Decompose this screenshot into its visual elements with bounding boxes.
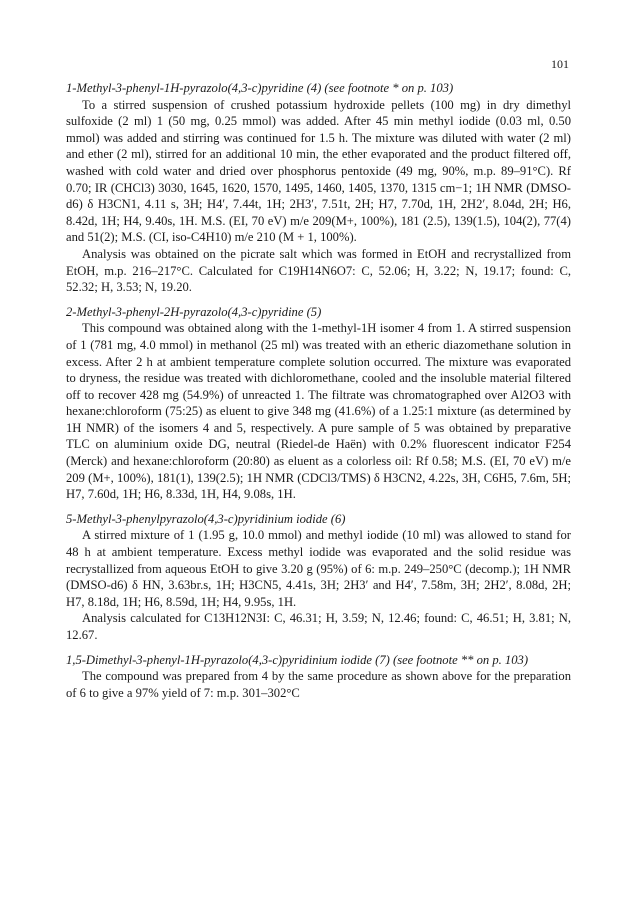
section-compound-5	[66, 304, 571, 503]
paragraph: A stirred mixture of 1 (1.95 g, 10.0 mmol) and methyl iodide (10 ml) was allowed to stand for 48 h at ambient temperature. Excess methyl iodide was evaporated and the solid residue was recrystallized from aqueous EtOH to give 3.20 g (95%) of 6: m.p. 249–250°C (decomp.); 1H NMR (DMSO-d6) δ HN, 3.63br.s, 1H; H3CN5, 4.41s, 3H; 2H3′ and H4′, 7.58m, 3H; 2H2′, 8.08d, 2H; H7, 8.18d, 1H; H6, 8.59d, 1H; H4, 9.95s, 1H.	[66, 528, 571, 609]
section-heading: 1,5-Dimethyl-3-phenyl-1H-pyrazolo(4,3-c)pyridinium iodide (7) (see footnote ** on p. 103)	[66, 652, 529, 667]
document-body	[66, 80, 571, 701]
section-heading: 1-Methyl-3-phenyl-1H-pyrazolo(4,3-c)pyridine (4) (see footnote * on p. 103)	[66, 81, 454, 95]
section-heading: 5-Methyl-3-phenylpyrazolo(4,3-c)pyridinium iodide (6)	[66, 511, 346, 526]
section-compound-4	[66, 80, 571, 296]
paragraph: The compound was prepared from 4 by the same procedure as shown above for the preparation of 6 to give a 97% yield of 7: m.p. 301–302°C	[66, 669, 571, 700]
section-heading: 2-Methyl-3-phenyl-2H-pyrazolo(4,3-c)pyridine (5)	[66, 304, 322, 319]
paragraph: Analysis calculated for C13H12N3I: C, 46.31; H, 3.59; N, 12.46; found: C, 46.51; H, 3.81; N, 12.67.	[66, 611, 571, 642]
section-compound-7	[66, 652, 571, 702]
section-compound-6	[66, 511, 571, 644]
page-number: 101	[551, 57, 569, 71]
paragraph: To a stirred suspension of crushed potassium hydroxide pellets (100 mg) in dry dimethyl sulfoxide (2 ml) 1 (50 mg, 0.25 mmol) was added. After 45 min methyl iodide (0.03 ml, 0.50 mmol) was added and stirring was continued for 1.5 h. The mixture was diluted with water (2 ml) and ether (2 ml), stirred for an additional 10 min, the ether evaporated and the product filtered off, washed with cold water and dried over phosphorus pentoxide (49 mg, 90%, m.p. 89–91°C). Rf 0.70; IR (CHCl3) 3030, 1645, 1620, 1570, 1495, 1460, 1405, 1370, 1315 cm−1; 1H NMR (DMSO-d6) δ H3CN1, 4.11 s, 3H; H4′, 7.44t, 1H; 2H3′, 7.51t, 2H; H7, 7.70d, 1H, 2H2′, 8.04d, 2H; H6, 8.42d, 1H; H4, 9.40s, 1H. M.S. (EI, 70 eV) m/e 209(M+, 100%), 181 (2.5), 139(1.5), 104(2), 77(4) and 51(2); M.S. (CI, iso-C4H10) m/e 210 (M + 1, 100%).	[66, 97, 571, 245]
paragraph: This compound was obtained along with the 1-methyl-1H isomer 4 from 1. A stirred suspension of 1 (781 mg, 4.0 mmol) in methanol (25 ml) was treated with an etheric diazomethane solution in excess. After 2 h at ambient temperature complete solution occurred. The mixture was evaporated to dryness, the residue was treated with dichloromethane, cooled and the insoluble material filtered off to recover 428 mg (54.9%) of unreacted 1. The filtrate was chromatographed over Al2O3 with hexane:chloroform (75:25) as eluent to give 348 mg (41.6%) of a 1.25:1 mixture (as determined by 1H NMR) of the isomers 4 and 5, respectively. A pure sample of 5 was obtained by preparative TLC on aluminium oxide DG, neutral (Riedel-de Haën) with 0.2% fluorescent indicator F254 (Merck) and hexane:chloroform (20:80) as eluent as a colorless oil: Rf 0.58; M.S. (EI, 70 eV) m/e 209 (M+, 100%), 181(1), 139(2.5); 1H NMR (CDCl3/TMS) δ H3CN2, 4.22s, 3H, C6H5, 7.6m, 5H; H7, 7.60d, 1H; H6, 8.33d, 1H, H4, 9.08s, 1H.	[66, 321, 571, 502]
paragraph: Analysis was obtained on the picrate salt which was formed in EtOH and recrystallized from EtOH, m.p. 216–217°C. Calculated for C19H14N6O7: C, 52.06; H, 3.22; N, 19.17; found: C, 52.32; H, 3.53; N, 19.20.	[66, 246, 571, 295]
